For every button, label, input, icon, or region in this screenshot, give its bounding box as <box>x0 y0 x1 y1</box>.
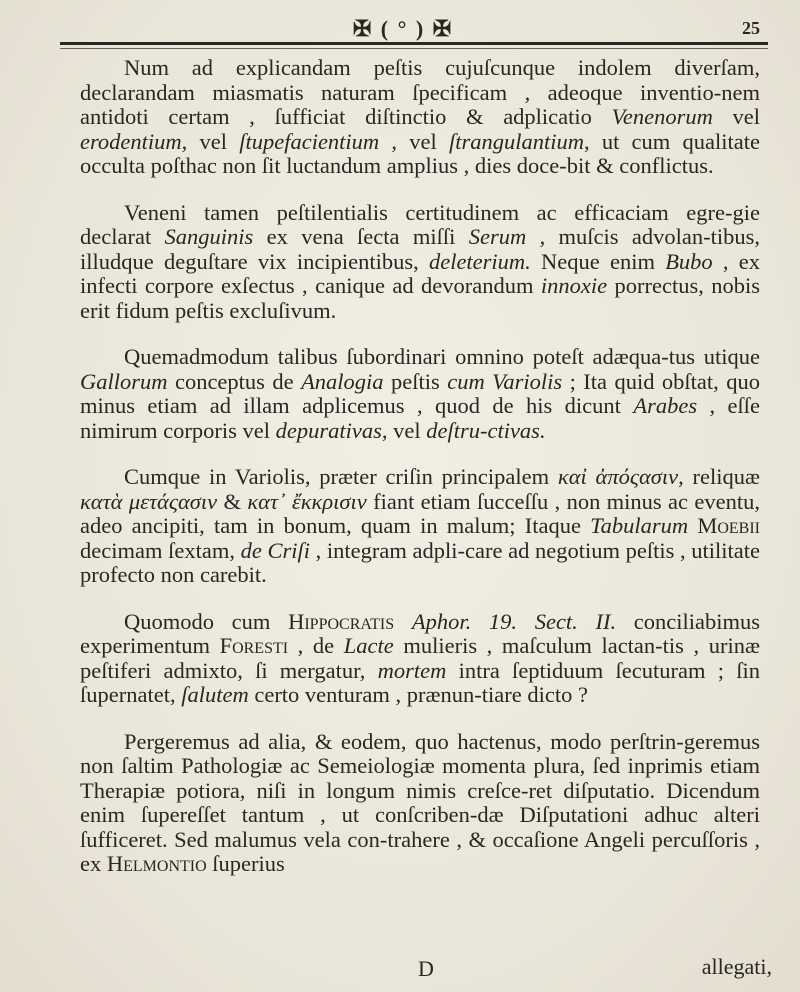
italic-term: ſalutem <box>181 682 249 707</box>
text-run: decimam ſextam, <box>80 537 241 563</box>
italic-term: Gallorum <box>80 368 168 394</box>
text-run: certo venturam , prænun-tiare dicto ? <box>248 682 588 707</box>
text-run: Num ad explicandam peſtis cujuſcunque indolem diverſam, declarandam miasmatis naturam ſpecificam , adeoque inventio-nem antidoti certam , ſufficiat diſtinctio & adplicatio <box>80 55 760 129</box>
paragraph <box>80 201 760 324</box>
text-run: ex vena ſecta miſſi <box>253 224 469 249</box>
text-run: fiant etiam ſucceſſu , non minus ac eventu, adeo ancipiti, tam in bonum, quam in malum; Itaque <box>80 488 760 538</box>
text-run: Quemadmodum talibus ſubordinari omnino poteſt adæqua-tus utique <box>124 344 760 369</box>
text-run: Veneni tamen peſtilentialis certitudinem ac efficaciam egre-gie declarat <box>80 199 760 249</box>
text-run: , ut cum qualitate occulta poſthac non ſit luctandum amplius , dies doce-bit & conflictus. <box>80 128 760 178</box>
text-run: ſuperius <box>206 851 285 876</box>
text-run: , vel <box>381 417 427 443</box>
catchword: allegati, <box>701 954 772 979</box>
italic-term: ſtupefacientium <box>239 128 380 154</box>
italic-term: Analogia <box>301 368 384 394</box>
paragraph <box>80 345 760 443</box>
italic-term: depurativas <box>275 417 382 443</box>
header-ornament: ✠ ( ° ) ✠ <box>352 16 454 41</box>
italic-term: innoxie <box>540 273 608 298</box>
author-name: Foresti <box>219 633 289 658</box>
italic-term: Lacte <box>343 633 394 658</box>
italic-term: κατὰ μετάςασιν <box>80 488 218 514</box>
text-run: Cumque in Variolis, præter criſin principalem <box>124 464 558 489</box>
author-name: Hippocratis <box>288 608 395 634</box>
text-run: , de <box>288 633 344 658</box>
text-run: conciliabimus experimentum <box>80 608 760 658</box>
italic-term: Venenorum <box>611 104 713 129</box>
text-run: Neque enim <box>530 248 666 274</box>
italic-term: deſtru-ctivas. <box>426 417 546 443</box>
paragraph <box>80 465 760 588</box>
body-text <box>80 56 760 899</box>
italic-term: Aphor. 19. Sect. II. <box>411 608 617 634</box>
author-name: Helmontio <box>106 851 207 876</box>
italic-term: ſtrangulantium <box>448 128 584 154</box>
text-run: , vel <box>379 128 449 154</box>
text-run: peſtis <box>383 368 448 394</box>
italic-term: Serum <box>468 224 527 249</box>
text-run: porrectus, nobis erit fidum peſtis excluſivum. <box>80 273 760 323</box>
text-run <box>394 609 412 634</box>
text-run: conceptus de <box>167 368 302 394</box>
text-run: & <box>217 488 248 514</box>
text-run: , vel <box>181 128 240 154</box>
header-rule <box>60 42 768 45</box>
header-rule-thin <box>60 48 768 49</box>
italic-term: cum Variolis <box>447 368 563 394</box>
text-run: , eſſe nimirum corporis vel <box>80 393 760 443</box>
italic-term: Bubo <box>665 248 713 274</box>
italic-term: Arabes <box>633 393 698 418</box>
italic-term: mortem <box>377 657 447 683</box>
text-run: mulieris , maſculum lactan-tis , urinæ peſtiferi admixto, ſi mergatur, <box>80 633 760 683</box>
text-run: , integram adpli-care ad negotium peſtis , utilitate profecto non carebit. <box>80 537 760 587</box>
text-run: , ex infecti corpore exſectus , canique ad devorandum <box>80 248 760 298</box>
italic-term: erodentium <box>80 128 182 154</box>
signature-mark: D <box>418 956 434 981</box>
text-run: , muſcis advolan-tibus, illudque deguſtare vix incipientibus, <box>80 224 760 274</box>
text-run: ; Ita quid obſtat, quo minus etiam ad illam adplicemus , quod de his dicunt <box>80 368 760 418</box>
text-run: intra ſeptiduum ſecuturam ; ſin ſupernatet, <box>80 657 760 707</box>
text-run <box>688 513 697 538</box>
italic-term: de Criſi <box>240 537 311 563</box>
italic-term: καἰ ἀπόςασιν, <box>557 464 684 489</box>
text-run: Quomodo cum <box>124 608 289 634</box>
paragraph <box>80 56 760 179</box>
paragraph <box>80 730 760 877</box>
author-name: Moebii <box>697 513 761 538</box>
text-run: Pergeremus ad alia, & eodem, quo hactenus, modo perſtrin-geremus non ſaltim Pathologiæ ac Semeiologiæ momenta plura, ſed inprimis etiam Therapiæ potiora, niſi in longum nimis creſce-ret diſputatio. Dicendum enim ſupereſſet tantum , ut conſcriben-dæ Diſputationi adhuc alteri ſufficeret. Sed malumus vela con-trahere , & occaſione Angeli percuſſoris , ex <box>80 728 760 876</box>
page-header <box>0 14 800 42</box>
text-run: reliquæ <box>683 464 761 489</box>
italic-term: deleterium. <box>428 248 531 274</box>
italic-term: Sanguinis <box>164 224 254 249</box>
text-run: vel <box>712 104 760 129</box>
italic-term: Tabularum <box>590 513 689 538</box>
page-number: 25 <box>742 18 760 38</box>
paragraph <box>80 610 760 708</box>
italic-term: κατ᾽ ἔκκρισιν <box>247 488 367 514</box>
